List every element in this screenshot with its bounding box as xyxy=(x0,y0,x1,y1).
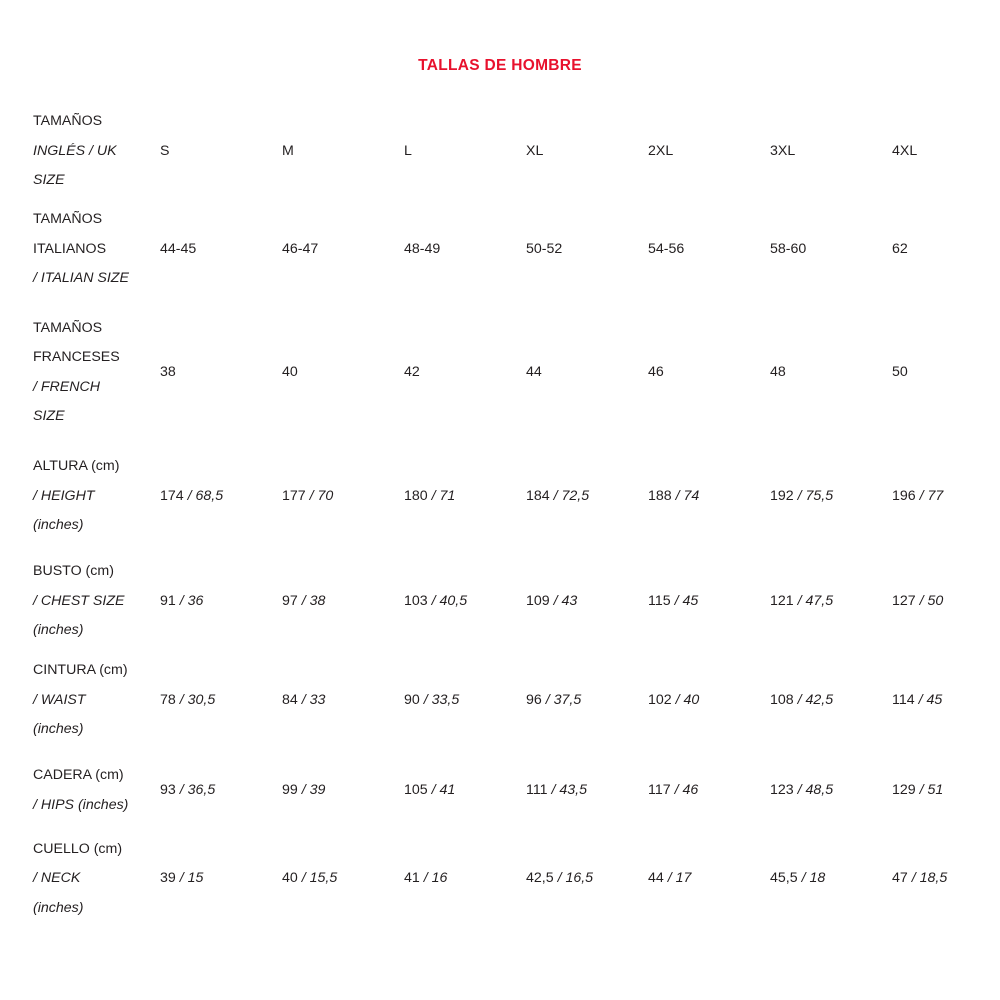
cell-value: 48-49 xyxy=(404,240,441,257)
cell-value: 40 xyxy=(282,363,298,380)
cell-hips-xl xyxy=(526,750,648,832)
row-label-line: CADERA (cm) xyxy=(33,767,124,783)
cell-it-3xl xyxy=(770,196,892,304)
cell-value: 44 / 17 xyxy=(648,870,692,887)
cell-neck-l xyxy=(404,832,526,927)
cell-value: 97 / 38 xyxy=(282,592,326,609)
cell-waist-2xl xyxy=(648,652,770,750)
cell-fr-xl xyxy=(526,304,648,442)
cell-value: 3XL xyxy=(770,142,796,159)
cell-value: 45,5 / 18 xyxy=(770,870,826,887)
table-row xyxy=(33,652,1000,750)
cell-waist-s xyxy=(160,652,282,750)
cell-value: 96 / 37,5 xyxy=(526,691,582,708)
row-label-line: FRANCESES xyxy=(33,349,120,365)
cell-value: 50 xyxy=(892,363,908,380)
cell-neck-2xl xyxy=(648,832,770,927)
cell-value: 90 / 33,5 xyxy=(404,691,460,708)
cell-value: 105 / 41 xyxy=(404,781,456,798)
row-label-line: / NECK xyxy=(33,870,81,887)
row-label-line: SIZE xyxy=(33,408,65,424)
cell-neck-3xl xyxy=(770,832,892,927)
cell-chest-xl xyxy=(526,552,648,652)
cell-uk-xl xyxy=(526,107,648,196)
cell-uk-l xyxy=(404,107,526,196)
cell-height-3xl xyxy=(770,442,892,552)
cell-neck-s xyxy=(160,832,282,927)
cell-value: 115 / 45 xyxy=(648,592,699,609)
cell-value: 192 / 75,5 xyxy=(770,487,834,504)
cell-uk-2xl xyxy=(648,107,770,196)
row-label-line: ALTURA (cm) xyxy=(33,458,120,475)
cell-fr-s xyxy=(160,304,282,442)
cell-value: 102 / 40 xyxy=(648,691,700,708)
cell-value: 121 / 47,5 xyxy=(770,592,834,609)
cell-value: 44 xyxy=(526,363,542,380)
cell-value: 42,5 / 16,5 xyxy=(526,870,594,887)
row-label-french-size xyxy=(33,304,160,442)
cell-waist-xl xyxy=(526,652,648,750)
cell-fr-2xl xyxy=(648,304,770,442)
cell-waist-m xyxy=(282,652,404,750)
cell-value: 127 / 50 xyxy=(892,592,944,609)
cell-it-2xl xyxy=(648,196,770,304)
row-label-chest xyxy=(33,552,160,652)
cell-height-4xl xyxy=(892,442,1000,552)
cell-value: 54-56 xyxy=(648,240,685,257)
cell-chest-l xyxy=(404,552,526,652)
cell-uk-4xl xyxy=(892,107,1000,196)
cell-chest-4xl xyxy=(892,552,1000,652)
cell-it-l xyxy=(404,196,526,304)
row-label-line: TAMAÑOS xyxy=(33,113,103,129)
page-title: TALLAS DE HOMBRE xyxy=(418,57,582,74)
cell-height-xl xyxy=(526,442,648,552)
table-row xyxy=(33,442,1000,552)
row-label-line: (inches) xyxy=(33,517,84,534)
cell-value: 93 / 36,5 xyxy=(160,781,216,798)
cell-value: 39 / 15 xyxy=(160,870,204,887)
cell-value: 40 / 15,5 xyxy=(282,870,338,887)
cell-chest-m xyxy=(282,552,404,652)
row-label-line: / HIPS (inches) xyxy=(33,796,129,813)
cell-chest-2xl xyxy=(648,552,770,652)
cell-hips-l xyxy=(404,750,526,832)
cell-value: 114 / 45 xyxy=(892,691,943,708)
cell-hips-s xyxy=(160,750,282,832)
size-chart-table xyxy=(33,107,1000,927)
cell-waist-3xl xyxy=(770,652,892,750)
cell-value: 91 / 36 xyxy=(160,592,204,609)
cell-hips-m xyxy=(282,750,404,832)
cell-value: 4XL xyxy=(892,142,918,159)
cell-value: 108 / 42,5 xyxy=(770,691,834,708)
cell-value: 99 / 39 xyxy=(282,781,326,798)
cell-value: 58-60 xyxy=(770,240,807,257)
row-label-height xyxy=(33,442,160,552)
cell-waist-l xyxy=(404,652,526,750)
cell-fr-4xl xyxy=(892,304,1000,442)
row-label-line: / FRENCH xyxy=(33,378,100,395)
cell-uk-s xyxy=(160,107,282,196)
size-chart-body xyxy=(33,107,1000,927)
row-label-line: (inches) xyxy=(33,622,84,639)
cell-value: 78 / 30,5 xyxy=(160,691,216,708)
cell-height-s xyxy=(160,442,282,552)
cell-value: 38 xyxy=(160,363,176,380)
row-label-line: / HEIGHT xyxy=(33,487,95,504)
cell-value: 42 xyxy=(404,363,420,380)
cell-value: L xyxy=(404,142,412,159)
cell-value: 48 xyxy=(770,363,786,380)
cell-hips-4xl xyxy=(892,750,1000,832)
cell-value: 47 / 18,5 xyxy=(892,870,948,887)
cell-value: 196 / 77 xyxy=(892,487,944,504)
cell-fr-m xyxy=(282,304,404,442)
cell-value: 117 / 46 xyxy=(648,781,699,798)
row-label-line: / ITALIAN SIZE xyxy=(33,270,129,287)
cell-height-2xl xyxy=(648,442,770,552)
cell-height-l xyxy=(404,442,526,552)
row-label-line: CUELLO (cm) xyxy=(33,840,123,857)
row-label-line: INGLÉS / UK xyxy=(33,142,117,159)
cell-value: 46-47 xyxy=(282,240,319,257)
cell-value: 184 / 72,5 xyxy=(526,487,590,504)
cell-value: XL xyxy=(526,142,544,159)
cell-value: 109 / 43 xyxy=(526,592,578,609)
cell-value: 180 / 71 xyxy=(404,487,456,504)
cell-value: 188 / 74 xyxy=(648,487,700,504)
cell-value: 103 / 40,5 xyxy=(404,592,468,609)
table-row xyxy=(33,552,1000,652)
cell-value: 44-45 xyxy=(160,240,197,257)
cell-value: 62 xyxy=(892,240,908,257)
cell-neck-xl xyxy=(526,832,648,927)
row-label-line: (inches) xyxy=(33,721,84,738)
cell-uk-m xyxy=(282,107,404,196)
row-label-uk-size xyxy=(33,107,160,196)
cell-waist-4xl xyxy=(892,652,1000,750)
cell-chest-s xyxy=(160,552,282,652)
table-row xyxy=(33,832,1000,927)
row-label-line: ITALIANOS xyxy=(33,240,107,257)
cell-value: 177 / 70 xyxy=(282,487,334,504)
cell-value: 2XL xyxy=(648,142,674,159)
row-label-italian-size xyxy=(33,196,160,304)
cell-neck-4xl xyxy=(892,832,1000,927)
cell-it-s xyxy=(160,196,282,304)
row-label-line: TAMAÑOS xyxy=(33,211,103,228)
cell-value: 41 / 16 xyxy=(404,870,448,887)
cell-neck-m xyxy=(282,832,404,927)
row-label-line: CINTURA (cm) xyxy=(33,662,128,679)
row-label-waist xyxy=(33,652,160,750)
row-label-line: TAMAÑOS xyxy=(33,319,103,336)
cell-fr-3xl xyxy=(770,304,892,442)
table-row xyxy=(33,196,1000,304)
cell-height-m xyxy=(282,442,404,552)
row-label-line: SIZE xyxy=(33,172,65,188)
row-label-neck xyxy=(33,832,160,927)
cell-value: 111 / 43,5 xyxy=(526,781,588,798)
cell-chest-3xl xyxy=(770,552,892,652)
cell-value: 123 / 48,5 xyxy=(770,781,834,798)
cell-it-m xyxy=(282,196,404,304)
row-label-line: (inches) xyxy=(33,899,84,916)
cell-value: 174 / 68,5 xyxy=(160,487,224,504)
cell-value: 84 / 33 xyxy=(282,691,326,708)
cell-fr-l xyxy=(404,304,526,442)
row-label-line: BUSTO (cm) xyxy=(33,563,114,580)
table-row xyxy=(33,304,1000,442)
cell-value: S xyxy=(160,142,170,159)
cell-value: 129 / 51 xyxy=(892,781,944,798)
cell-it-xl xyxy=(526,196,648,304)
row-label-hips xyxy=(33,750,160,832)
cell-value: 50-52 xyxy=(526,240,563,257)
cell-it-4xl xyxy=(892,196,1000,304)
table-row xyxy=(33,107,1000,196)
table-row xyxy=(33,750,1000,832)
row-label-line: / CHEST SIZE xyxy=(33,592,125,609)
cell-value: 46 xyxy=(648,363,664,380)
cell-uk-3xl xyxy=(770,107,892,196)
row-label-line: / WAIST xyxy=(33,691,86,708)
cell-value: M xyxy=(282,142,294,159)
cell-hips-3xl xyxy=(770,750,892,832)
cell-hips-2xl xyxy=(648,750,770,832)
